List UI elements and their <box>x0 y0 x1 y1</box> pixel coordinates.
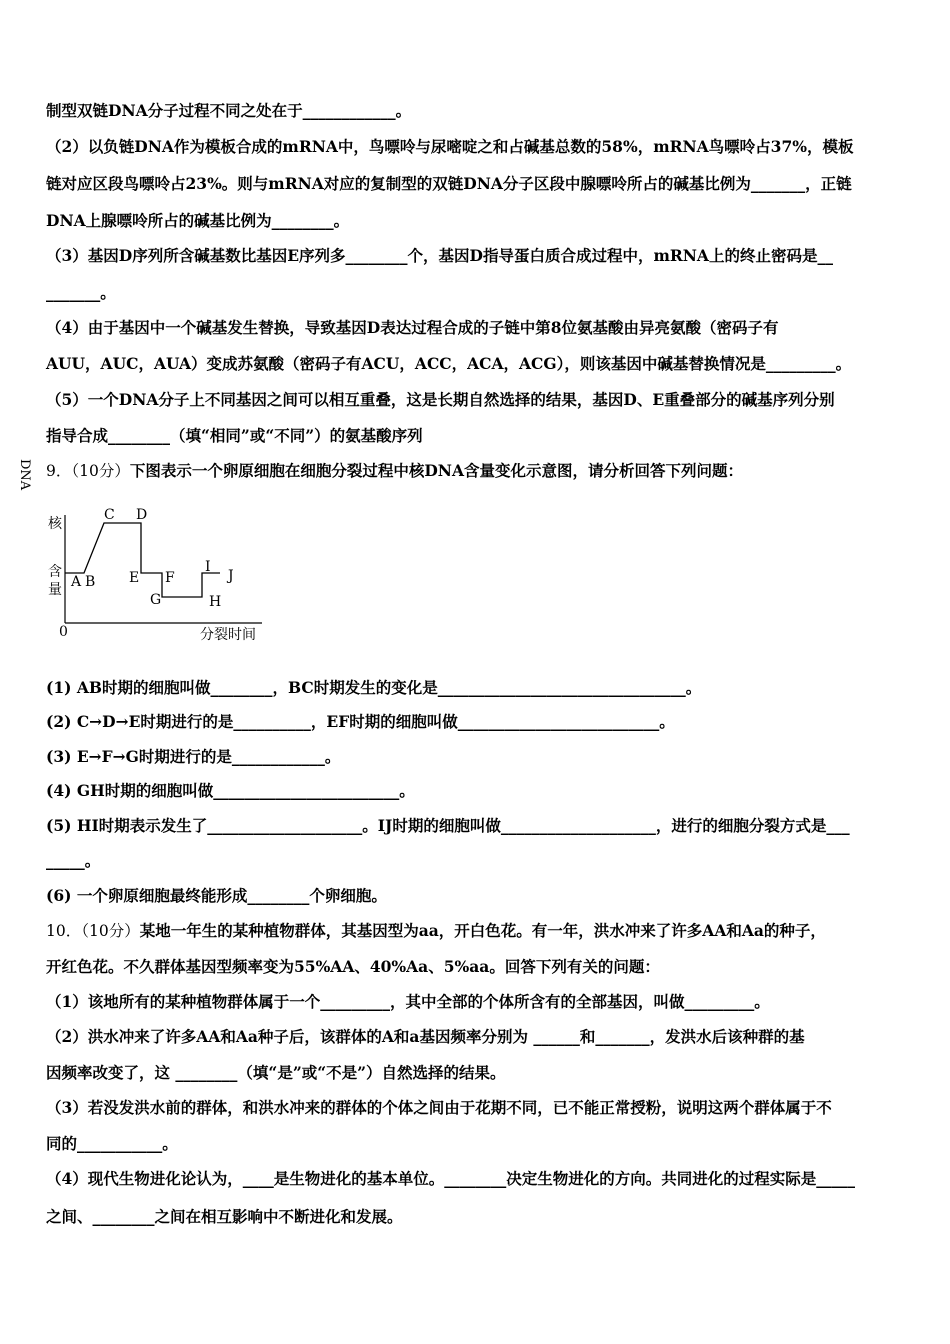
text-line: （1）该地所有的某种植物群体属于一个_________，其中全部的个体所含有的全部基因，叫做_________。 <box>46 992 770 1011</box>
text-line: 同的___________。 <box>46 1134 178 1153</box>
question-number: 10．（10分） <box>46 922 140 940</box>
text-line: 指导合成________（填“相同”或“不同”）的氨基酸序列 <box>46 426 423 445</box>
text-line: (1) AB时期的细胞叫做________，BC时期发生的变化是________________________________。 <box>46 678 702 697</box>
text-line: _____。 <box>46 851 101 870</box>
question-stem: 下图表示一个卵原细胞在细胞分裂过程中核DNA含量变化示意图，请分析回答下列问题： <box>129 461 743 480</box>
text-line: 开红色花。不久群体基因型频率变为55%AA、40%Aa、5%aa。回答下列有关的问题： <box>46 957 660 976</box>
question-9-title <box>46 461 743 481</box>
y-label-1: 核 <box>48 516 62 532</box>
text-line: DNA上腺嘌呤所占的碱基比例为________。 <box>46 211 350 230</box>
text-line: 制型双链DNA分子过程不同之处在于____________。 <box>46 101 412 120</box>
text-line: （3）基因D序列所含碱基数比基因E序列多________个，基因D指导蛋白质合成过程中，mRNA上的终止密码是__ <box>46 246 833 265</box>
point-c: C <box>104 507 115 523</box>
point-j: J <box>228 568 234 584</box>
question-number: 9．（10分） <box>46 462 130 480</box>
y-label-2: DNA <box>17 459 32 491</box>
text-line: （3）若没发洪水前的群体，和洪水冲来的群体的个体之间由于花期不同，已不能正常授粉，说明这两个群体属于不 <box>46 1098 832 1117</box>
text-line: (4) GH时期的细胞叫做________________________。 <box>46 781 415 800</box>
y-label-3: 含 <box>48 564 62 580</box>
text-line: 因频率改变了，这 ________（填“是”或“不是”）自然选择的结果。 <box>46 1063 506 1082</box>
text-line: （4）现代生物进化论认为，____是生物进化的基本单位。________决定生物进化的方向。共同进化的过程实际是_____ <box>46 1169 856 1188</box>
y-label-4: 量 <box>48 582 62 598</box>
point-b: B <box>85 574 96 590</box>
point-f: F <box>165 570 175 586</box>
question-10-title <box>46 921 826 941</box>
point-a: A <box>71 574 82 590</box>
origin-label: 0 <box>59 624 68 640</box>
point-e: E <box>129 570 140 586</box>
text-line: (2) C→D→E时期进行的是__________，EF时期的细胞叫做__________________________。 <box>46 712 675 731</box>
text-line: （2）洪水冲来了许多AA和Aa种子后，该群体的A和a基因频率分别为 ______和_______，发洪水后该种群的基 <box>46 1027 805 1046</box>
point-d: D <box>136 507 148 523</box>
text-line: （2）以负链DNA作为模板合成的mRNA中，鸟嘌呤与尿嘧啶之和占碱基总数的58%，mRNA鸟嘌呤占37%，模板 <box>46 137 854 156</box>
text-line: （4）由于基因中一个碱基发生替换，导致基因D表达过程合成的子链中第8位氨基酸由异亮氨酸（密码子有 <box>46 318 779 337</box>
point-h: H <box>209 594 222 610</box>
text-line: (5) HI时期表示发生了____________________。IJ时期的细胞叫做____________________，进行的细胞分裂方式是___ <box>46 816 850 835</box>
text-line: AUU，AUC，AUA）变成苏氨酸（密码子有ACU，ACC，ACA，ACG），则该基因中碱基替换情况是_________。 <box>46 354 852 373</box>
question-stem: 某地一年生的某种植物群体，其基因型为aa，开白色花。有一年，洪水冲来了许多AA和Aa的种子， <box>139 921 826 940</box>
x-label: 分裂时间 <box>200 627 256 643</box>
text-line: 链对应区段鸟嘌呤占23%。则与mRNA对应的复制型的双链DNA分子区段中腺嘌呤所占的碱基比例为_______，正链 <box>46 174 852 193</box>
text-line: （5）一个DNA分子上不同基因之间可以相互重叠，这是长期自然选择的结果，基因D、E重叠部分的碱基序列分别 <box>46 390 835 409</box>
text-line: _______。 <box>46 283 116 302</box>
text-line: 之间、________之间在相互影响中不断进化和发展。 <box>46 1207 403 1226</box>
point-g: G <box>150 592 162 608</box>
text-line: (6) 一个卵原细胞最终能形成________个卵细胞。 <box>46 886 387 905</box>
text-line: (3) E→F→G时期进行的是____________。 <box>46 747 341 766</box>
point-i: I <box>205 559 211 575</box>
